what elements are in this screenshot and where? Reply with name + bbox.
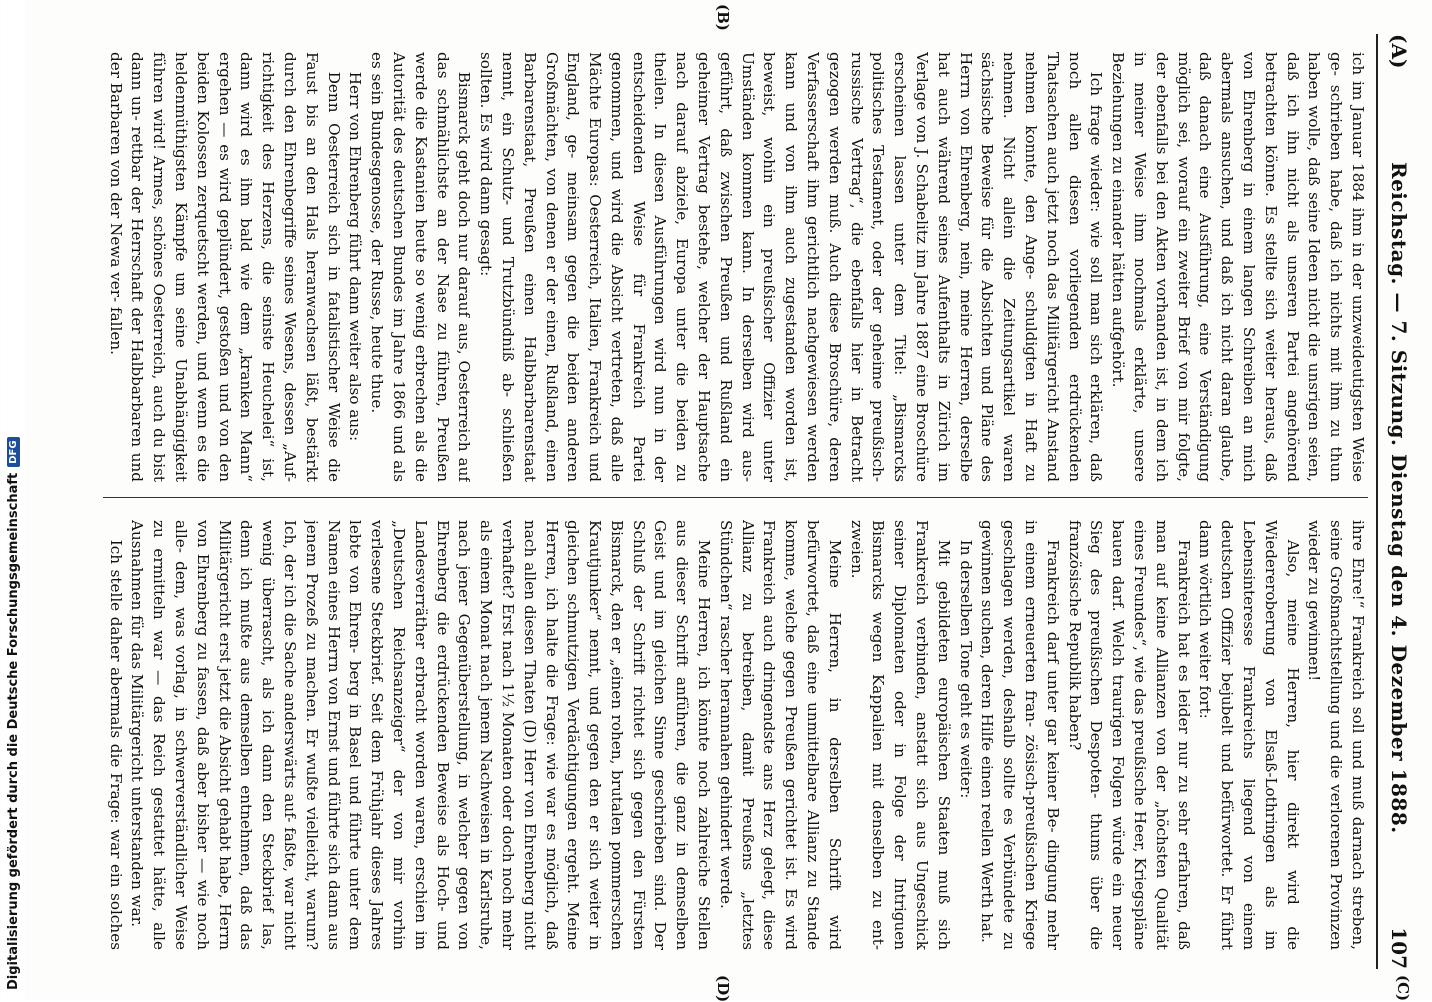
page-number: 107	[1387, 927, 1411, 969]
left-column	[103, 52, 1368, 482]
paragraph: Frankreich hat es leider nur zu sehr erfahren, daß man auf keine Allianzen von der „höchsten Qualität eines Freundes“, wie das preußische Heer, Kriegspläne bauen darf. Welch traurigen Folgen würde ein neuer Sieg des preußischen Despoten- thums über die französische Republik haben?	[1065, 520, 1193, 950]
credit-strip	[1, 0, 25, 1000]
right-column	[103, 520, 1368, 950]
header-rule	[1376, 34, 1378, 969]
dfg-logo-icon: DFG	[7, 437, 20, 466]
paragraph: Ich stelle daher abermals die Frage: war ein solches	[106, 539, 125, 950]
paragraph	[103, 52, 104, 482]
paragraph: Ich frage wieder: wie soll man sich erklären, daß noch allen diesen vorliegenden erdrückenden Thatsachen auch jetzt noch das Militärgericht Anstand nehmen konnte, den Ange- schuldigten in Haft zu nehmen. Nicht allein die Zeitungsartikel waren sächsische Beweise für die Absichten und Pläne des Herrn von Ehrenberg, nein, meine Herren, derselbe hat auch während seines Aufenthalts in Zürich im Verlage von J. Schabelitz im Jahre 1887 eine Broschüre erscheinen lassen unter dem Titel: „Bismarcks politisches Testament, oder der geheime preußisch-russische Vertrag“, die ebenfalls hier in Betracht gezogen werden muß. Auch diese Broschüre, deren Verfasserschaft ihm gerichtlich nachgewiesen werden kann und von ihm auch zugestanden worden ist, beweist, wohin ein preußischer Offizier unter Umständen kommen kann. In derselben wird aus- geführt, daß zwischen Preußen und Rußland ein geheimer Vertrag bestehe, welcher der Hauptsache nach darauf abziele, Europa unter die beiden zu theilen. In diesen Ausführungen wird nun in der entscheidenden Weise für Frankreich Partei genommen, und wird die Absicht vertreten, daß alle Mächte Europas: Oesterreich, Italien, Frankreich und England, ge- meinsam gegen die beiden anderen Großmächten, von denen er der einen, Rußland, einen Barbarenstaat, Preußen einen Halbbarbarenstaat nennt, ein Schutz- und Trutzbündniß ab- schließen sollten. Es wird dann gesagt:	[477, 52, 1106, 482]
paragraph: Meine Herren, ich könnte noch zahlreiche Stellen aus dieser Schrift anführen, die ganz in demselben Geist und im gleichen Sinne geschrieben sind. Der Schluß der Schrift richtet sich gegen den Fürsten Bismarck, den er „einen rohen, brutalen pommerschen Krautjunker“ nennt, und gegen den er sich weiter in gleichen schmutzigen Verdächtigungen ergeht. Meine Herren, ich halte die Frage: wie war es möglich, daß nach allen diesen Thaten (D) Herr von Ehrenberg nicht verhaftet? Erst nach 1½ Monaten oder doch noch mehr als einem Monat nach jenem Nachweisen in Karlsruhe, nach jener Gegenüberstellung, in welcher gegen von Ehrenberg die erdrückenden Beweise als Hoch- und Landesverräther erbracht worden waren, erschien im „Deutschen Reichsanzeiger“ der von mir vorhin verlesene Steckbrief. Seit dem Frühjahr dieses Jahres lebte von Ehren- berg in Basel und führte unter dem Namen eines Herrn von Ernst und führte sich dann aus jenem Prozeß zu machen. Er wußte vielleicht, warum? Ich, der ich die Sache anderswärts auf- faßte, war nicht wenig überrascht, als ich dann den Steckbrief las, denn ich mußte aus demselben entnehmen, daß das Militärgericht erst jetzt die Absicht gehabt habe, Herrn von Ehrenberg zu fassen, daß aber bisher — wie noch alle- dem, was vorlag, in schwerverständlicher Weise zu ermitteln war — das Reich gestattet hätte, alle Ausnahmen für das Militärgericht unterstanden war.	[128, 520, 714, 950]
credit-text: Digitalisierung gefördert durch die Deutsche Forschungsgemeinschaft	[5, 472, 21, 990]
paragraph: In derselben Tone geht es weiter:	[956, 539, 975, 799]
paragraph: Bismarck geht doch nur darauf aus, Oesterreich auf das schmählichste an der Nase zu führen, Preußen werde die Kastanien heute so wenig erbrechen als die Autorität des deutschen Bundes im Jahre 1866 und als es sein Bundesgenosse, der Russe, heute thue.	[368, 52, 474, 482]
page-header	[1384, 34, 1414, 969]
paragraph: ich im Januar 1884 ihm in der unzweideutigsten Weise ge- schrieben habe, daß ich nichts mit ihm zu thun haben wolle, daß seine Ideen nicht die unsrigen seien, daß ich ihn nicht als unseren Partei angehörend betrachten könne. Es stellte sich weiter heraus, daß von Ehrenberg in einem langen Schreiben an mich abermals ansuchen, und daß ich nicht daran glaube, daß danach eine Ausführung, eine Verständigung möglich sei, worauf ein zweiter Brief von mir folgte, der ebenfalls bei den Akten vorhanden ist, in dem ich in meiner Weise ihm nochmals erklärte, unsere Beziehungen zu einander hätten aufgehört.	[1109, 52, 1367, 482]
margin-marker-a: (A)	[1387, 34, 1411, 69]
digitization-credit	[1, 0, 25, 1000]
paragraph: Herr von Ehrenberg führt dann weiter also aus:	[346, 71, 365, 442]
paragraph: Also, meine Herren, hier direkt wird die Wiedereroberung von Elsaß-Lothringen als im Lebensinteresse Frankreichs liegend von einem deutschen Offizier bejubelt und befürwortet. Er führt dann wörtlich weiter fort:	[1196, 520, 1302, 950]
running-title: Reichstag. — 7. Sitzung. Dienstag den 4. Dezember 1888.	[1387, 161, 1411, 834]
column-divider	[103, 497, 1368, 498]
paragraph: Mit gebildeten europäischen Staaten muß sich Frankreich verbinden, anstatt sich aus Ungeschick seiner Diplomaten oder in Folge der Intriguen Bismarcks wegen Kappalien mit denselben zu ent- zweien.	[847, 520, 953, 950]
paragraph: Meine Herren, in derselben Schrift wird befürwortet, daß eine unmittelbare Allianz zu Stande komme, welche gegen Preußen gerichtet ist. Es wird Frankreich auch dringendste ans Herz gelegt, diese Allianz zu betreiben, damit Preußens „letztes Stündchen“ rascher herannahen gehindert werde.	[716, 520, 844, 950]
margin-marker-d: (D)	[714, 975, 732, 1002]
margin-marker-b: (B)	[714, 4, 732, 31]
margin-marker-c: (C)	[1394, 975, 1412, 1002]
paragraph: Frankreich darf unter gar keiner Be- dingung mehr in einem erneuerten fran- zösisch-preußischen Kriege geschlagen werden, deshalb sollte es Verbündete zu gewinnen suchen, deren Hilfe einen reellen Werth hat.	[978, 520, 1062, 950]
paragraph: Denn Oesterreich sich in fatalistischer Weise die Faust bis an den Hals heranwachsen läßt, bestärkt durch den Ehrenbegriffe seines Wesens, dessen „Auf- richtigkeit des Herzens, die seinste Heuchelei“ ist, dann wird es ihm bald wie dem „kranken Mann“ ergehen — es wird geplündert, gestoßen und von den beiden Kolossen zerquetscht werden, und wenn es die heldenmüthigsten Kämpfe um seine Unabhängigkeit führen wird! Armes, schönes Oesterreich, auch du bist dann un- rettbar der Herrschaft der Halbbarbaren und der Barbaren von der Newa ver- fallen.	[106, 52, 343, 482]
paragraph: ihre Ehre!“ Frankreich soll und muß darnach streben, seine Großmachtstellung und die verlorenen Provinzen wieder zu gewinnen!	[1305, 520, 1367, 950]
